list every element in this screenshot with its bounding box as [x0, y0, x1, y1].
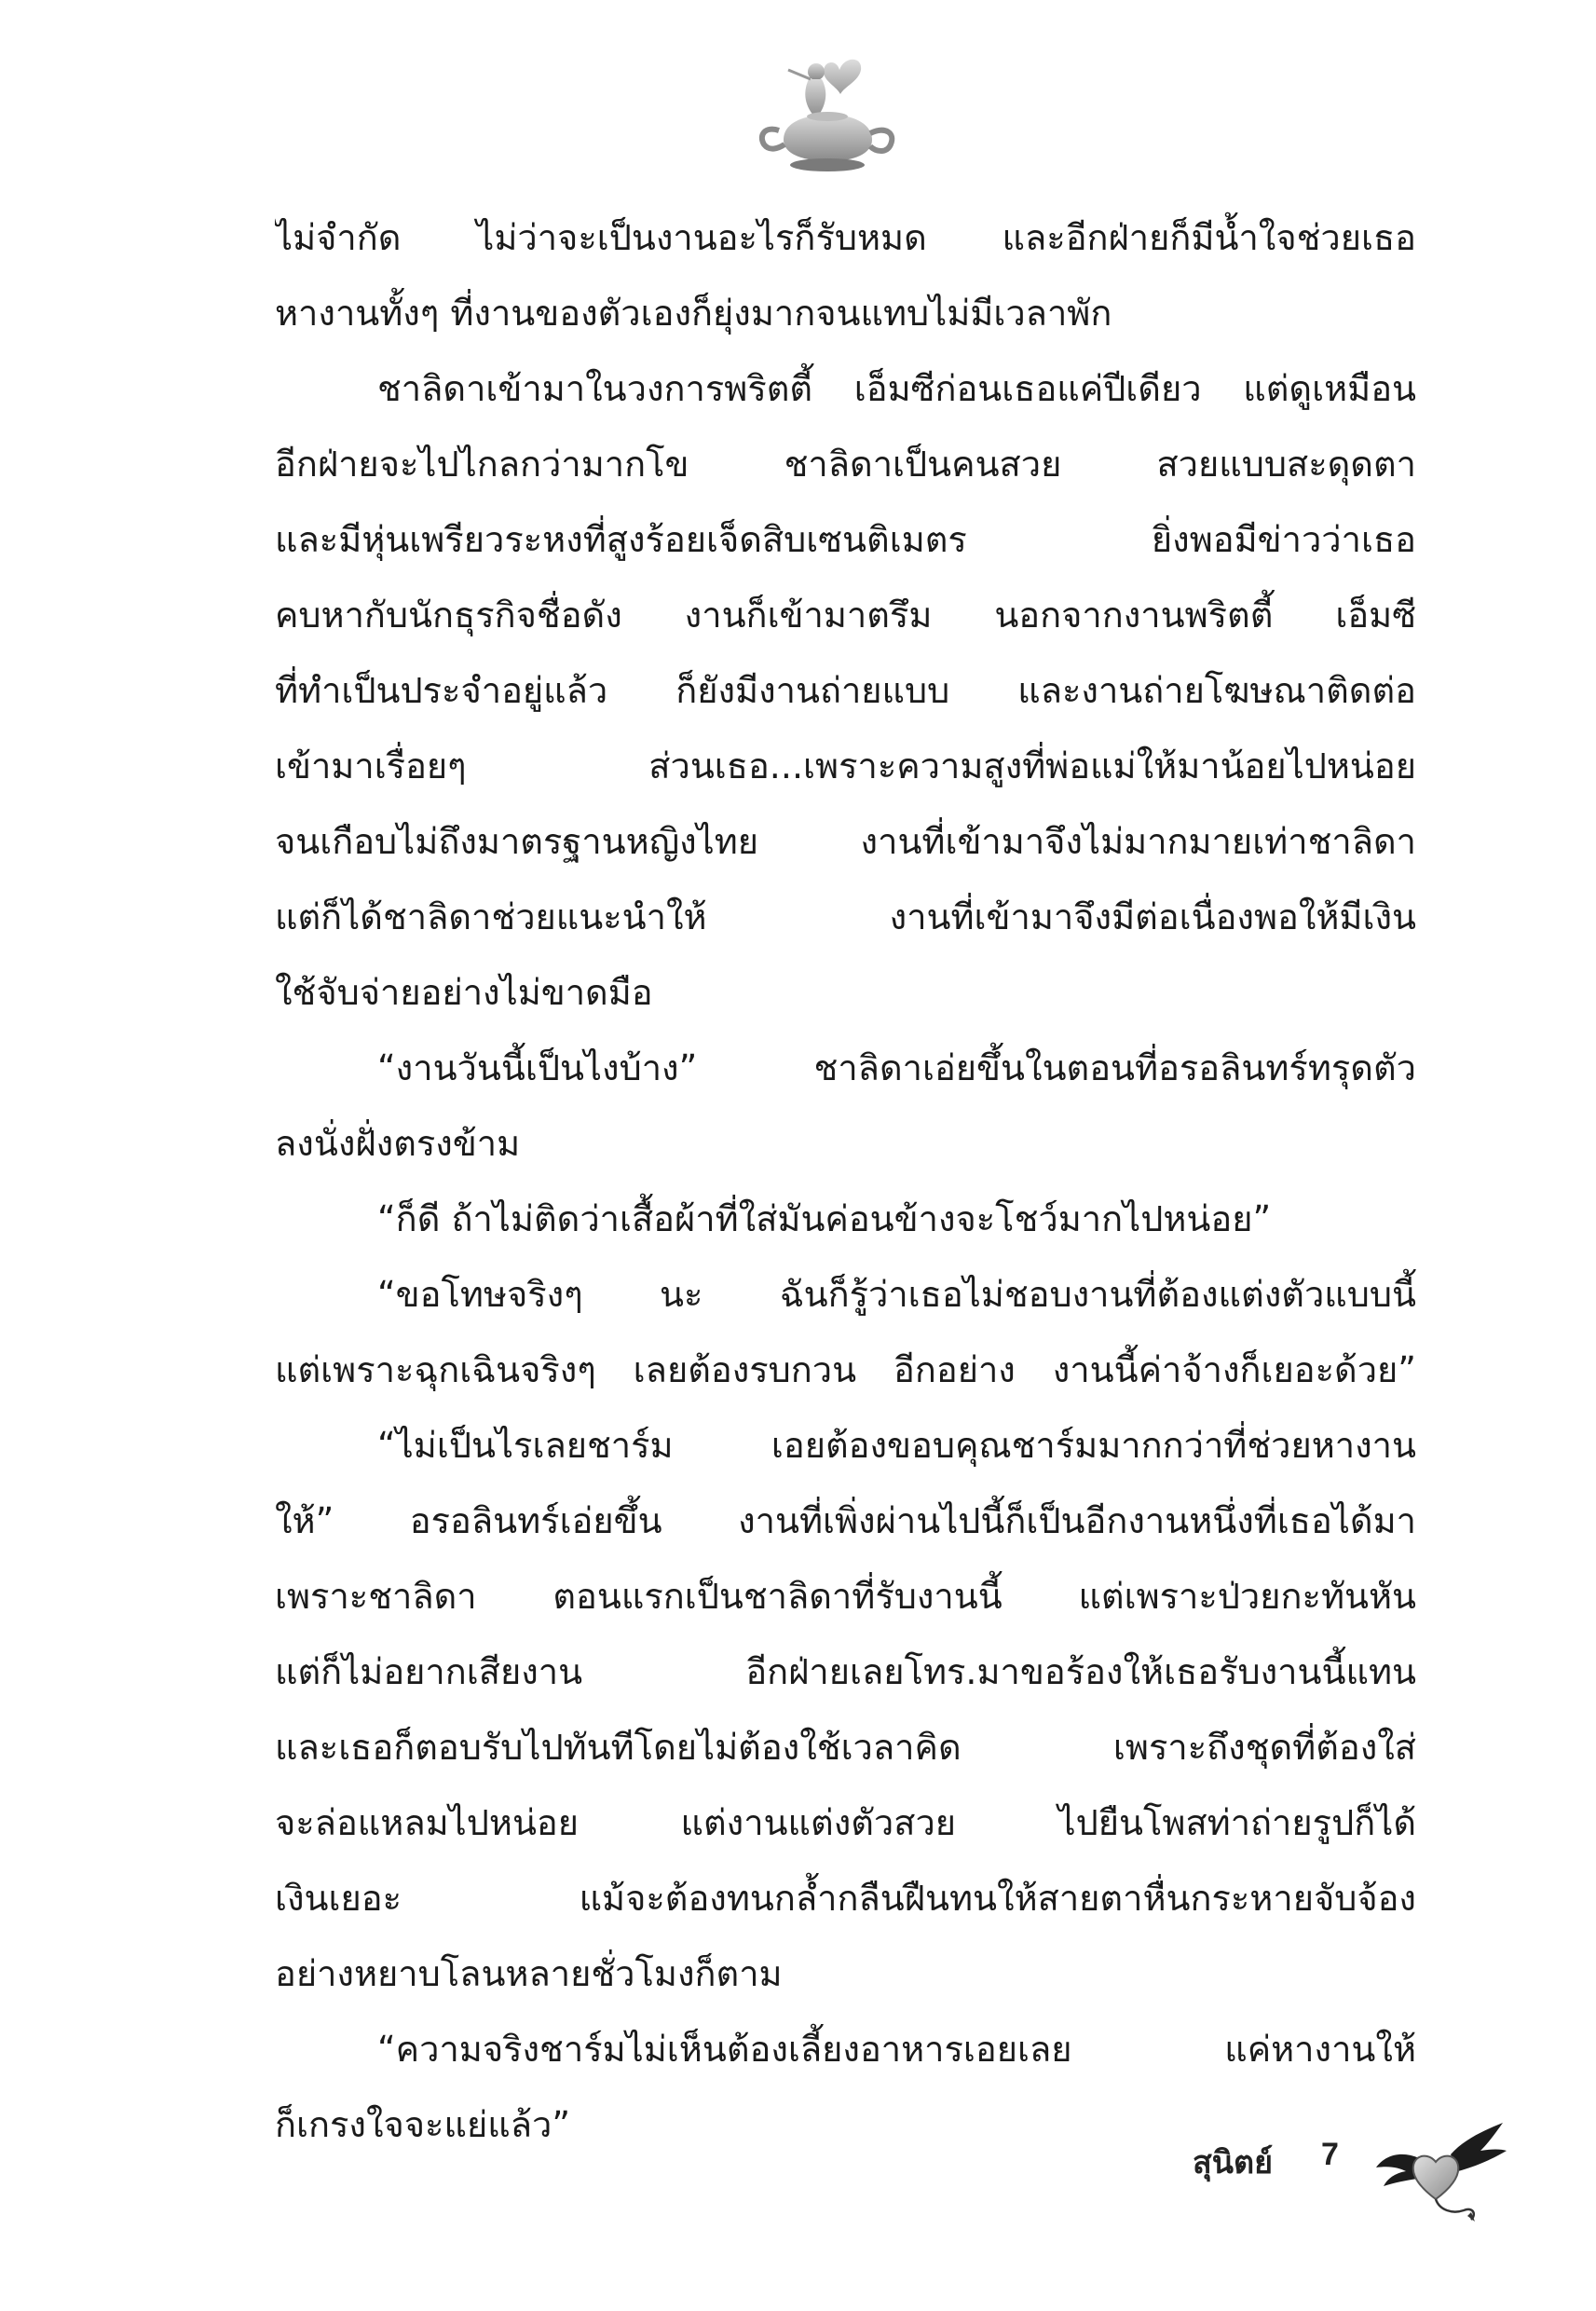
teapot-cupid-icon: [751, 51, 900, 182]
paragraph-line: ที่ทำเป็นประจำอยู่แล้ว ก็ยังมีงานถ่ายแบบ และงานถ่ายโฆษณาติดต่อ: [275, 670, 1416, 711]
paragraph-line: แต่ก็ไม่อยากเสียงาน อีกฝ่ายเลยโทร.มาขอร้องให้เธอรับงานนี้แทน: [275, 1651, 1416, 1692]
paragraph-line: อีกฝ่ายจะไปไกลกว่ามากโข ชาลิดาเป็นคนสวย สวยแบบสะดุดตา: [275, 444, 1416, 485]
paragraph-line: ให้” อรอลินทร์เอ่ยขึ้น งานที่เพิ่งผ่านไปนี้ก็เป็นอีกงานหนึ่งที่เธอได้มา: [275, 1500, 1416, 1541]
paragraph-line: ใช้จับจ่ายอย่างไม่ขาดมือ: [275, 972, 653, 1013]
paragraph-line: ไม่จำกัด ไม่ว่าจะเป็นงานอะไรก็รับหมด และอีกฝ่ายก็มีน้ำใจช่วยเธอ: [275, 217, 1416, 258]
paragraph-line: คบหากับนักธุรกิจชื่อดัง งานก็เข้ามาตรึม นอกจากงานพริตตี้ เอ็มซี: [275, 595, 1416, 636]
paragraph-line: “ความจริงชาร์มไม่เห็นต้องเลี้ยงอาหารเอยเลย แค่หางานให้: [377, 2029, 1416, 2070]
paragraph-line: เงินเยอะ แม้จะต้องทนกล้ำกลืนฝืนทนให้สายตาหื่นกระหายจับจ้อง: [275, 1878, 1416, 1919]
paragraph-line: จนเกือบไม่ถึงมาตรฐานหญิงไทย งานที่เข้ามาจึงไม่มากมายเท่าชาลิดา: [275, 821, 1416, 862]
paragraph-line: “งานวันนี้เป็นไงบ้าง” ชาลิดาเอ่ยขึ้นในตอนที่อรอลินทร์ทรุดตัว: [377, 1047, 1416, 1088]
paragraph-line: และมีหุ่นเพรียวระหงที่สูงร้อยเจ็ดสิบเซนติเมตร ยิ่งพอมีข่าวว่าเธอ: [275, 519, 1416, 560]
paragraph-line: แต่ก็ได้ชาลิดาช่วยแนะนำให้ งานที่เข้ามาจึงมีต่อเนื่องพอให้มีเงิน: [275, 896, 1416, 937]
paragraph-line: ลงนั่งฝั่งตรงข้าม: [275, 1123, 521, 1164]
winged-heart-icon: [1374, 2113, 1509, 2225]
body-text: [275, 200, 1416, 2163]
paragraph-line: แต่เพราะฉุกเฉินจริงๆ เลยต้องรบกวน อีกอย่าง งานนี้ค่าจ้างก็เยอะด้วย”: [275, 1349, 1416, 1390]
page-footer: [1193, 2113, 1500, 2225]
paragraph-line: หางานทั้งๆ ที่งานของตัวเองก็ยุ่งมากจนแทบไม่มีเวลาพัก: [275, 293, 1112, 334]
paragraph-line: และเธอก็ตอบรับไปทันทีโดยไม่ต้องใช้เวลาคิด เพราะถึงชุดที่ต้องใส่: [275, 1727, 1416, 1768]
paragraph-line: เข้ามาเรื่อยๆ ส่วนเธอ...เพราะความสูงที่พ่อแม่ให้มาน้อยไปหน่อย: [275, 745, 1416, 786]
paragraph-line: “ก็ดี ถ้าไม่ติดว่าเสื้อผ้าที่ใส่มันค่อนข้างจะโชว์มากไปหน่อย”: [377, 1198, 1272, 1239]
author-name: สุนิตย์: [1193, 2145, 1273, 2181]
paragraph-line: ก็เกรงใจจะแย่แล้ว”: [275, 2104, 571, 2145]
paragraph-line: “ไม่เป็นไรเลยชาร์ม เอยต้องขอบคุณชาร์มมากกว่าที่ช่วยหางาน: [377, 1425, 1416, 1466]
paragraph-line: เพราะชาลิดา ตอนแรกเป็นชาลิดาที่รับงานนี้ แต่เพราะป่วยกะทันหัน: [275, 1576, 1416, 1617]
paragraph-line: ชาลิดาเข้ามาในวงการพริตตี้ เอ็มซีก่อนเธอแค่ปีเดียว แต่ดูเหมือน: [377, 368, 1416, 409]
paragraph-line: “ขอโทษจริงๆ นะ ฉันก็รู้ว่าเธอไม่ชอบงานที่ต้องแต่งตัวแบบนี้: [377, 1274, 1416, 1315]
paragraph-line: จะล่อแหลมไปหน่อย แต่งานแต่งตัวสวย ไปยืนโพสท่าถ่ายรูปก็ได้: [275, 1802, 1416, 1843]
paragraph-line: อย่างหยาบโลนหลายชั่วโมงก็ตาม: [275, 1953, 783, 1994]
page-number: 7: [1321, 2137, 1339, 2172]
